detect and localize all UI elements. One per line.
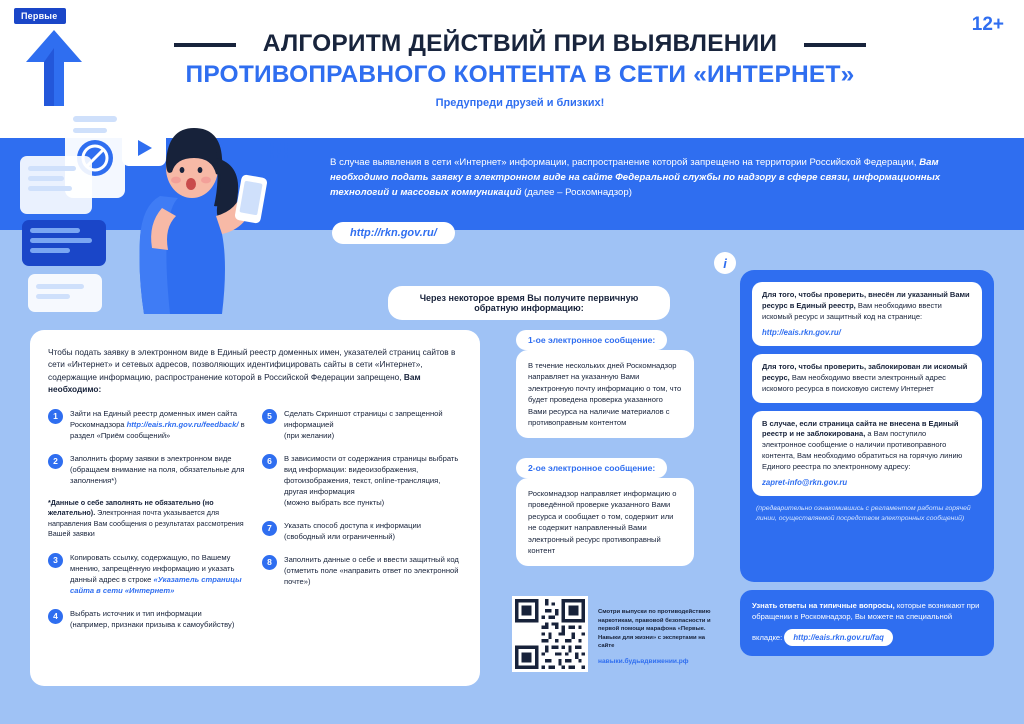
- steps-footnote: [48, 498, 248, 540]
- step-number: 8: [262, 555, 277, 570]
- message-1-header: 1-ое электронное сообщение:: [516, 330, 667, 350]
- step-link[interactable]: http://eais.rkn.gov.ru/feedback/: [126, 419, 239, 429]
- step-text: [70, 608, 234, 630]
- title-line-2: ПРОТИВОПРАВНОГО КОНТЕНТА В СЕТИ «ИНТЕРНЕТ»: [185, 61, 855, 89]
- logo-label: Первые: [14, 8, 66, 24]
- feedback-banner: Через некоторое время Вы получите первичную обратную информацию:: [388, 286, 670, 320]
- step-number: 1: [48, 409, 63, 424]
- info-panel-note: (предварительно ознакомившись с регламентом работы горячей линии, осуществляемой посредством электронных сообщений): [756, 505, 971, 523]
- title-rule-left: [174, 43, 236, 47]
- footnote-rest: Электронная почта указывается для направления Вам сообщения о результатах рассмотрения Вашей заявки: [48, 508, 244, 539]
- info-card: [752, 282, 982, 346]
- steps-column-right: [262, 408, 462, 642]
- step-text: [284, 520, 421, 542]
- step-text-main: Указать способ доступа к информации: [284, 520, 421, 530]
- step-item: [48, 453, 248, 486]
- step-item: [262, 408, 462, 441]
- instructions-card: [30, 330, 480, 686]
- step-text: [284, 408, 462, 441]
- notice-part-1: В случае выявления в сети «Интернет» информации, распространение которой запрещено на территории Российской Федерации,: [330, 157, 917, 168]
- step-item: [262, 453, 462, 508]
- qr-block: [512, 596, 712, 680]
- steps-column-left: [48, 408, 248, 642]
- step-number: 4: [48, 609, 63, 624]
- step-item: [48, 552, 248, 596]
- instructions-intro-bold: Вам необходимо:: [48, 371, 421, 395]
- info-icon: i: [714, 252, 736, 274]
- notice-part-3: (далее – Роскомнадзор): [524, 186, 632, 198]
- qr-code[interactable]: [512, 596, 588, 672]
- svg-text:!!!: !!!: [268, 138, 290, 163]
- footnote-bold: *Данные о себе заполнять не обязательно (но желательно).: [48, 497, 214, 518]
- step-item: [262, 554, 462, 587]
- info-card-email-link[interactable]: zapret-info@rkn.gov.ru: [762, 477, 848, 487]
- step-item: [262, 520, 462, 542]
- step-item: [48, 408, 248, 441]
- step-text-main: Сделать Скриншот страницы с запрещенной информацией: [284, 408, 443, 429]
- step-number: 5: [262, 409, 277, 424]
- info-card-rest: Вам необходимо ввести искомый ресурс и защитный код на странице:: [762, 300, 942, 321]
- info-card-rest: а Вам поступило электронное сообщение о наличии противоправного контента, Вам необходимо обратиться на горячую линию Единого реестра по электронному адресу:: [762, 429, 963, 472]
- qr-caption-text: Смотри выпуски по противодействию наркотикам, правовой безопасности и первой помощи марафона «Первые. Навыки для жизни» с экспертами на сайте: [598, 609, 711, 650]
- step-text: [284, 554, 462, 587]
- notice-part-2: Вам необходимо подать заявку в электронном виде на сайте Федеральной службы по надзору в сфере связи, информационных технологий и массовых коммуникаций: [330, 157, 941, 198]
- step-number: 6: [262, 454, 277, 469]
- step-text: [70, 552, 248, 596]
- step-number: 2: [48, 454, 63, 469]
- step-text-main: Копировать ссылку, содержащую, по Вашему мнению, запрещённую информацию и указать данный адрес в строке: [70, 552, 235, 584]
- step-text-main: Зайти на Единый реестр доменных имен сайта Роскомнадзора: [70, 408, 238, 429]
- title-rule-right: [804, 43, 866, 47]
- info-card: [752, 411, 982, 497]
- notice-text: [330, 156, 990, 201]
- subtitle: Предупреди друзей и близких!: [435, 97, 605, 110]
- logo: [14, 8, 86, 100]
- step-text-sub: (можно выбрать все пункты): [284, 497, 385, 507]
- step-text-main: В зависимости от содержания страницы выбрать вид информации: видеоизображения, фотоизображения, текст, online-трансляция, другая информация: [284, 453, 459, 496]
- step-text: [284, 453, 462, 508]
- title-line-1: АЛГОРИТМ ДЕЙСТВИЙ ПРИ ВЫЯВЛЕНИИ: [262, 30, 778, 57]
- info-panel: [740, 270, 994, 582]
- step-text-tail: в раздел «Приём сообщений»: [70, 419, 245, 440]
- message-2-header: 2-ое электронное сообщение:: [516, 458, 667, 478]
- step-text-sub: (например, признаки призыва к самоубийству): [70, 619, 235, 629]
- info-card-bold: Для того, чтобы проверить, заблокирован ли искомый ресурс,: [762, 361, 968, 382]
- info-card-bold: Для того, чтобы проверить, внесён ли указанный Вами ресурс в Единый реестр,: [762, 290, 970, 310]
- instructions-intro: [48, 346, 462, 396]
- qr-caption: [598, 596, 712, 666]
- faq-link[interactable]: http://eais.rkn.gov.ru/faq: [784, 629, 893, 647]
- info-card-rest: Вам необходимо ввести электронный адрес искомого ресурса в поисковую систему Интернет: [762, 372, 946, 393]
- step-item: [48, 608, 248, 630]
- instructions-intro-text: Чтобы подать заявку в электронном виде в Единый реестр доменных имен, указателей страниц сайтов в сети «Интернет» и сетевых адресов, позволяющих идентифицировать сайты в сети «Интернет», содержащие информацию, распространение которой в Российской Федерации запрещено,: [48, 347, 456, 382]
- step-text-sub: (отметить поле «направить ответ по электронной почте»): [284, 565, 459, 586]
- step-text-sub: (свободный или ограниченный): [284, 531, 396, 541]
- step-number: 7: [262, 521, 277, 536]
- message-1-body: В течение нескольких дней Роскомнадзор направляет на указанную Вами электронную почту информацию о том, что будет проведена проверка указанного Вами ресурса на наличие материалов с противоправным контентом: [516, 350, 694, 438]
- rkn-url-link[interactable]: http://rkn.gov.ru/: [332, 222, 455, 244]
- step-text-sub: (при желании): [284, 430, 335, 440]
- step-text-main: Заполнить форму заявки в электронном виде: [70, 453, 232, 463]
- info-card-link[interactable]: http://eais.rkn.gov.ru/: [762, 327, 841, 337]
- step-text: [70, 453, 248, 486]
- step-text-main: Выбрать источник и тип информации: [70, 608, 202, 618]
- faq-bold: Узнать ответы на типичные вопросы,: [752, 601, 895, 610]
- faq-rest: которые возникают при обращении в Роскомнадзор, Вы можете на специальной вкладке:: [752, 601, 980, 642]
- illustration-girl-with-phone: [10, 96, 330, 346]
- step-link: «Указатель страницы сайта в сети «Интернет»: [70, 574, 242, 595]
- step-text-sub: (обращаем внимание на поля, обязательные для заполнения*): [70, 464, 245, 485]
- faq-box: [740, 590, 994, 656]
- age-badge: 12+: [971, 14, 1004, 35]
- info-card: [752, 354, 982, 403]
- step-text: [70, 408, 248, 441]
- qr-site-url[interactable]: навыки.будьвдвижении.рф: [598, 657, 689, 665]
- step-number: 3: [48, 553, 63, 568]
- step-text-main: Заполнить данные о себе и ввести защитный код: [284, 554, 459, 564]
- info-card-bold: В случае, если страница сайта не внесена в Единый реестр и не заблокирована,: [762, 418, 959, 439]
- message-2-body: Роскомнадзор направляет информацию о проведённой проверке указанного Вами ресурса и сообщает о том, содержит или не содержит направленный Вами электронный ресурс противоправный контент: [516, 478, 694, 566]
